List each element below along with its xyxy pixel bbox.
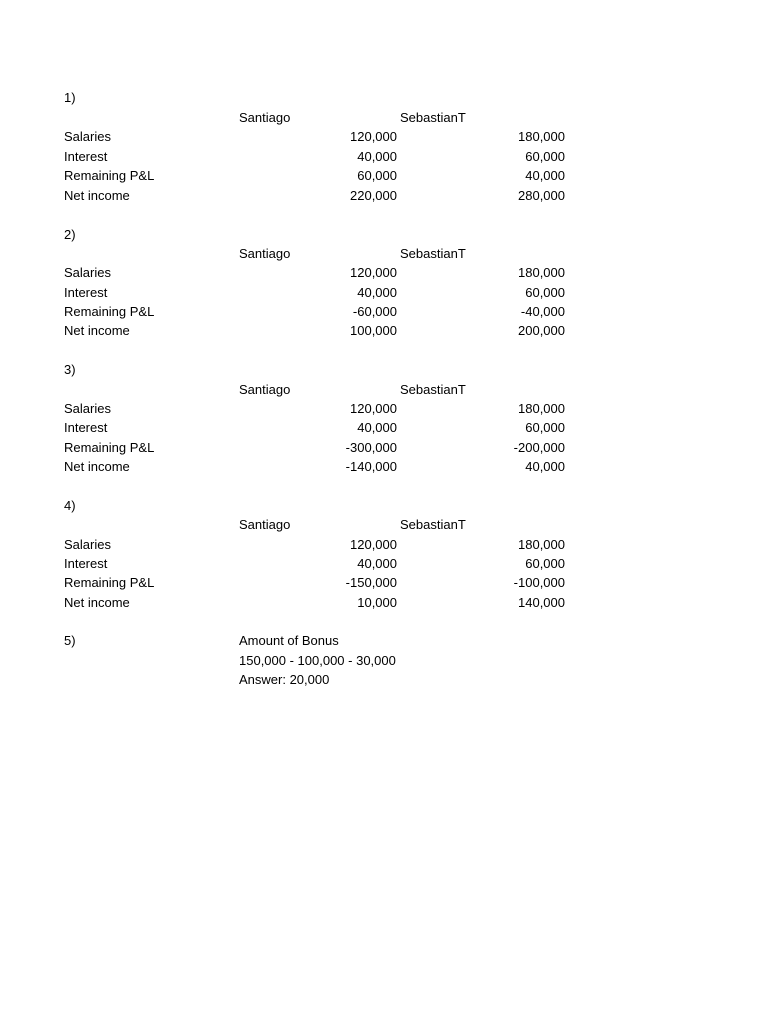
- section-3-header-sebastiant: SebastianT: [400, 381, 466, 397]
- section-3-row-label: Salaries: [64, 400, 111, 416]
- section-2-row-value-sebastiant: 60,000: [525, 284, 565, 300]
- section-2-row-value-santiago: 120,000: [350, 265, 397, 280]
- section-3-header-santiago: Santiago: [239, 381, 291, 397]
- section-3-row-label: Remaining P&L: [64, 439, 155, 455]
- section-1-row-value-santiago: 40,000: [357, 148, 397, 164]
- section-2-row-label: Remaining P&L: [64, 304, 155, 319]
- section-4-row-value-santiago: 10,000: [357, 594, 397, 610]
- bonus-answer: Answer: 20,000: [239, 672, 330, 687]
- section-2-row-value-santiago: -60,000: [352, 304, 397, 319]
- section-1-row-value-sebastiant: 60,000: [525, 148, 565, 164]
- section-4-row-value-sebastiant: -100,000: [513, 575, 565, 590]
- section-3-row-value-santiago: 120,000: [350, 400, 397, 416]
- section-1-number: 1): [64, 90, 76, 105]
- section-2-row-label: Interest: [64, 284, 108, 300]
- section-1-row-label: Salaries: [64, 129, 111, 144]
- section-1-row-value-sebastiant: 280,000: [518, 187, 565, 203]
- section-4-row-label: Interest: [64, 555, 108, 571]
- section-4-row-value-sebastiant: 180,000: [518, 536, 565, 552]
- section-4-number: 4): [64, 497, 76, 513]
- section-3-row-value-santiago: -300,000: [345, 439, 397, 455]
- section-4-row-label: Salaries: [64, 536, 111, 552]
- section-2-header-santiago: Santiago: [239, 246, 291, 261]
- section-2-row-value-santiago: 100,000: [350, 323, 397, 338]
- section-1-header-sebastiant: SebastianT: [400, 109, 466, 125]
- section-2-row-value-sebastiant: 200,000: [518, 323, 565, 338]
- section-4-row-label: Remaining P&L: [64, 575, 155, 590]
- section-4-header-sebastiant: SebastianT: [400, 517, 466, 532]
- section-1-header-santiago: Santiago: [239, 109, 291, 125]
- section-2-row-value-santiago: 40,000: [357, 284, 397, 300]
- section-3-number: 3): [64, 362, 76, 377]
- section-4-row-value-sebastiant: 60,000: [525, 555, 565, 571]
- bonus-calculation: 150,000 - 100,000 - 30,000: [239, 652, 396, 668]
- section-1-row-value-sebastiant: 180,000: [518, 129, 565, 144]
- section-4-row-value-sebastiant: 140,000: [518, 594, 565, 610]
- section-1-row-label: Remaining P&L: [64, 168, 155, 183]
- section-1-row-label: Interest: [64, 148, 108, 164]
- section-1-row-value-santiago: 220,000: [350, 187, 397, 203]
- section-3-row-value-sebastiant: 60,000: [525, 420, 565, 435]
- section-4-header-santiago: Santiago: [239, 517, 291, 532]
- section-1-row-value-sebastiant: 40,000: [525, 168, 565, 183]
- section-2-row-value-sebastiant: -40,000: [520, 304, 565, 319]
- section-3-row-label: Net income: [64, 459, 130, 474]
- section-3-row-label: Interest: [64, 420, 108, 435]
- section-4-row-value-santiago: -150,000: [345, 575, 397, 590]
- section-2-row-label: Salaries: [64, 265, 111, 280]
- section-2-row-label: Net income: [64, 323, 130, 338]
- section-3-row-value-santiago: -140,000: [345, 459, 397, 474]
- section-3-row-value-sebastiant: -200,000: [513, 439, 565, 455]
- section-4-row-label: Net income: [64, 594, 130, 610]
- section-2-header-sebastiant: SebastianT: [400, 246, 466, 261]
- section-2-number: 2): [64, 226, 76, 242]
- section-3-row-value-sebastiant: 180,000: [518, 400, 565, 416]
- section-1-row-value-santiago: 120,000: [350, 129, 397, 144]
- section-1-row-value-santiago: 60,000: [357, 168, 397, 183]
- section-3-row-value-santiago: 40,000: [357, 420, 397, 435]
- section-4-row-value-santiago: 40,000: [357, 555, 397, 571]
- section-5-number: 5): [64, 633, 76, 648]
- section-1-row-label: Net income: [64, 187, 130, 203]
- section-3-row-value-sebastiant: 40,000: [525, 459, 565, 474]
- section-4-row-value-santiago: 120,000: [350, 536, 397, 552]
- bonus-title: Amount of Bonus: [239, 633, 339, 648]
- section-2-row-value-sebastiant: 180,000: [518, 265, 565, 280]
